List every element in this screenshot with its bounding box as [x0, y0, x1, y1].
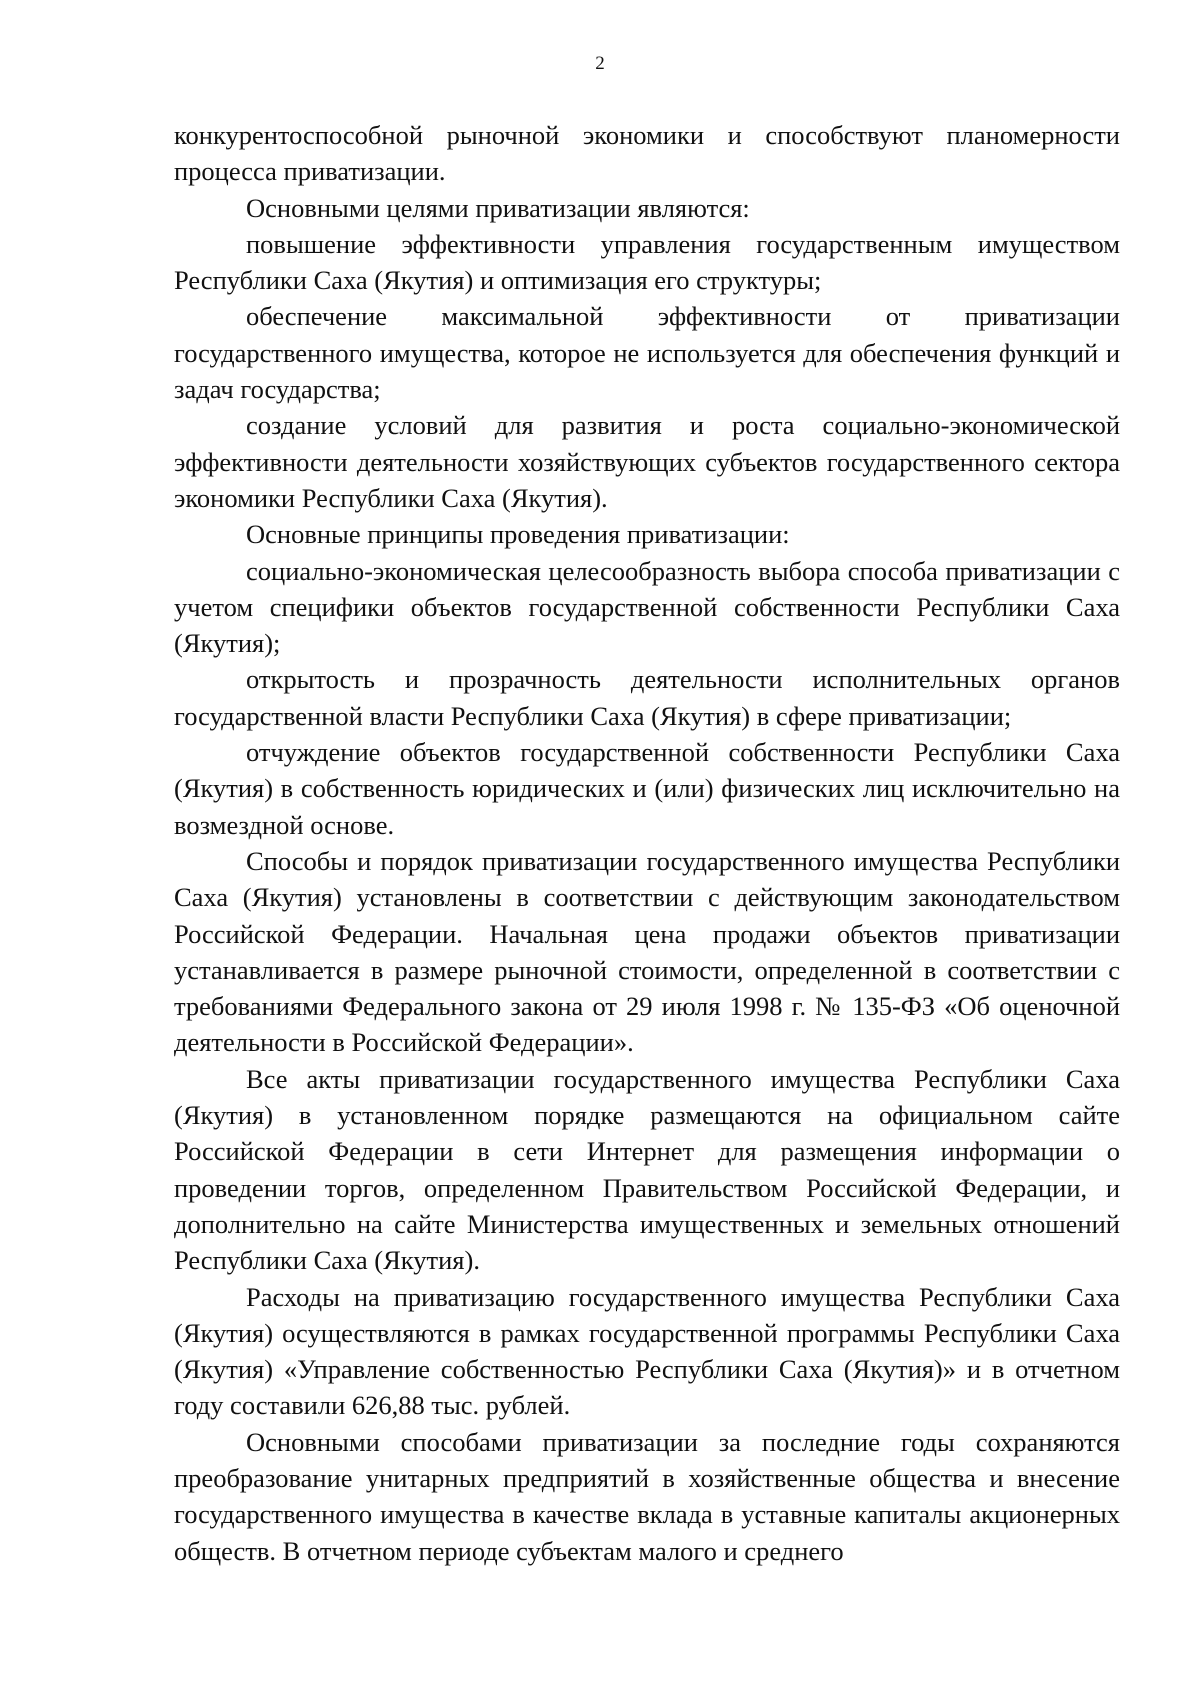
- paragraph-principles-heading: Основные принципы проведения приватизации:: [246, 519, 790, 550]
- paragraph-principle-expediency: социально-экономическая целесообразность выбора способа приватизации с учетом специфики объектов государственной собственности Республики Саха (Якутия);: [174, 555, 1120, 659]
- paragraph-goal-efficiency: повышение эффективности управления государственным имуществом Республики Саха (Якутия) и оптимизация его структуры;: [174, 228, 1120, 296]
- paragraph-principle-alienation: отчуждение объектов государственной собственности Республики Саха (Якутия) в собственность юридических и (или) физических лиц исключительно на возмездной основе.: [174, 737, 1120, 840]
- paragraph-goals-heading: Основными целями приватизации являются:: [246, 192, 750, 223]
- paragraph-methods: Способы и порядок приватизации государственного имущества Республики Саха (Якутия) установлены в соответствии с действующим законодательством Российской Федерации. Начальная цена продажи объектов приватизации устанавливается в размере рыночной стоимости, определенной в соответствии с требованиями Федерального закона от 29 июля 1998 г. № 135-ФЗ «Об оценочной деятельности в Российской Федерации».: [174, 845, 1120, 1058]
- paragraph-main-methods: Основными способами приватизации за последние годы сохраняются преобразование унитарных предприятий в хозяйственные общества и внесение государственного имущества в качестве вклада в уставные капиталы акционерных обществ. В отчетном периоде субъектам малого и среднего: [174, 1426, 1120, 1566]
- document-body: [174, 117, 1120, 1569]
- page-number: 2: [595, 53, 605, 74]
- paragraph-expenses: Расходы на приватизацию государственного имущества Республики Саха (Якутия) осуществляются в рамках государственной программы Республики Саха (Якутия) «Управление собственностью Республики Саха (Якутия)» и в отчетном году составили 626,88 тыс. рублей.: [174, 1281, 1120, 1421]
- paragraph-acts-publication: Все акты приватизации государственного имущества Республики Саха (Якутия) в установленном порядке размещаются на официальном сайте Российской Федерации в сети Интернет для размещения информации о проведении торгов, определенном Правительством Российской Федерации, и дополнительно на сайте Министерства имущественных и земельных отношений Республики Саха (Якутия).: [174, 1063, 1120, 1276]
- paragraph-principle-transparency: открытость и прозрачность деятельности исполнительных органов государственной власти Республики Саха (Якутия) в сфере приватизации;: [174, 664, 1120, 731]
- paragraph-goal-conditions: создание условий для развития и роста социально-экономической эффективности деятельности хозяйствующих субъектов государственного сектора экономики Республики Саха (Якутия).: [174, 410, 1120, 513]
- paragraph-goal-max-efficiency: обеспечение максимальной эффективности от приватизации государственного имущества, которое не используется для обеспечения функций и задач государства;: [174, 301, 1120, 405]
- paragraph-continuation: конкурентоспособной рыночной экономики и способствуют планомерности процесса приватизации.: [174, 120, 1120, 187]
